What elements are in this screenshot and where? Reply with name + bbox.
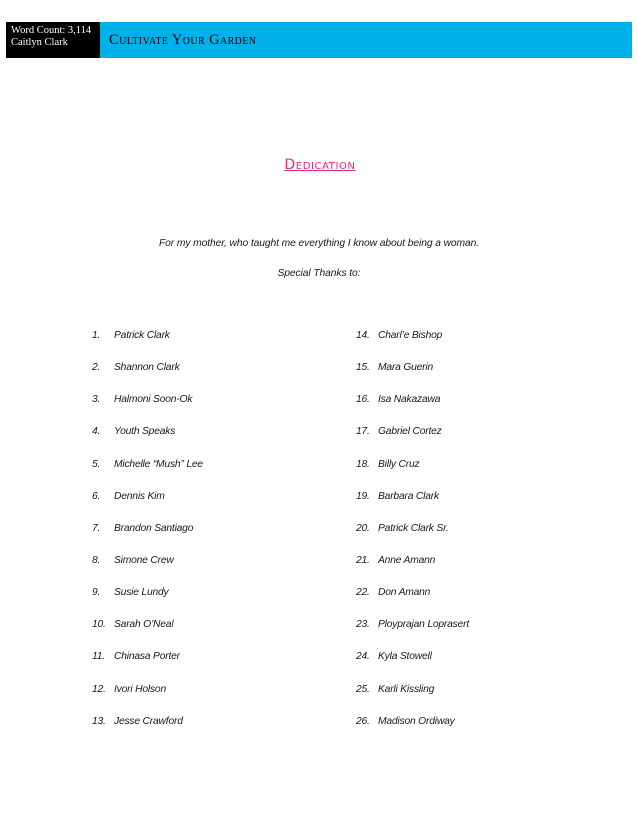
list-item [92,491,203,523]
list-number: 10. [92,619,106,631]
list-item [356,651,469,683]
list-item [92,362,203,394]
thanks-heading: Special Thanks to: [277,268,361,279]
list-item [356,684,469,716]
list-name: Don Amann [378,587,431,599]
list-name: Gabriel Cortez [378,426,442,438]
list-number: 4. [92,426,101,438]
list-item [92,684,203,716]
list-number: 24. [356,651,370,663]
list-item [356,523,469,555]
page-title: Dedication [284,157,356,173]
list-number: 25. [356,683,370,695]
list-item [356,459,469,491]
list-number: 16. [356,394,370,406]
list-number: 1. [92,330,101,341]
list-name: Patrick Clark Sr. [378,522,449,534]
list-name: Mara Guerin [378,362,434,374]
list-number: 9. [92,587,101,599]
list-item [92,555,203,587]
list-number: 23. [356,619,370,631]
list-item [356,619,469,651]
list-name: Susie Lundy [114,587,169,599]
list-item [92,394,203,426]
list-number: 6. [92,490,101,502]
author-name: Caitlyn Clark [11,37,68,48]
list-number: 22. [356,587,370,599]
list-number: 12. [92,683,106,695]
list-name: Ployprajan Loprasert [378,619,470,631]
list-number: 3. [92,394,101,406]
list-number: 2. [92,362,101,374]
list-name: Madison Ordiway [378,715,455,727]
list-number: 15. [356,362,370,374]
list-name: Barbara Clark [378,490,439,502]
list-name: Jesse Crawford [114,715,183,727]
list-name: Kyla Stowell [378,651,432,663]
list-item [92,587,203,619]
document-header [6,22,632,58]
list-item [92,459,203,491]
list-number: 11. [92,651,105,663]
list-number: 20. [356,522,370,534]
list-name: Brandon Santiago [114,522,194,534]
list-item [356,362,469,394]
list-name: Patrick Clark [114,330,170,341]
thanks-list-left [92,330,203,748]
list-item [356,555,469,587]
list-number: 17. [356,426,370,438]
list-name: Charl’e Bishop [378,330,443,341]
list-name: Billy Cruz [378,458,420,470]
list-name: Simone Crew [114,554,174,566]
list-number: 19. [356,490,370,502]
list-name: Anne Amann [378,554,436,566]
list-name: Chinasa Porter [114,651,180,663]
list-item [92,619,203,651]
list-name: Halmoni Soon-Ok [114,394,193,406]
list-name: Michelle “Mush” Lee [114,458,203,470]
list-number: 13. [92,715,106,727]
list-number: 26. [356,715,370,727]
list-name: Ivori Holson [114,683,166,695]
dedication-text: For my mother, who taught me everything I know about being a woman. [158,238,480,249]
header-meta-box [6,22,100,58]
list-number: 8. [92,554,101,566]
list-item [92,426,203,458]
list-item [356,491,469,523]
list-number: 21. [356,554,370,566]
list-name: Shannon Clark [114,362,180,374]
list-item [92,651,203,683]
list-item [356,426,469,458]
list-name: Sarah O’Neal [114,619,174,631]
list-item [356,587,469,619]
list-number: 14. [356,330,370,341]
list-number: 5. [92,458,101,470]
list-number: 7. [92,522,101,534]
thanks-list-right [356,330,469,748]
list-number: 18. [356,458,370,470]
list-name: Dennis Kim [114,490,165,502]
book-title: Cultivate Your Garden [100,22,632,58]
list-name: Karli Kissling [378,683,435,695]
list-item [356,330,469,362]
list-name: Youth Speaks [114,426,176,438]
list-item [356,716,469,748]
list-item [356,394,469,426]
list-name: Isa Nakazawa [378,394,441,406]
list-item [92,330,203,362]
word-count: Word Count: 3,114 [11,25,92,36]
list-item [92,523,203,555]
list-item [92,716,203,748]
